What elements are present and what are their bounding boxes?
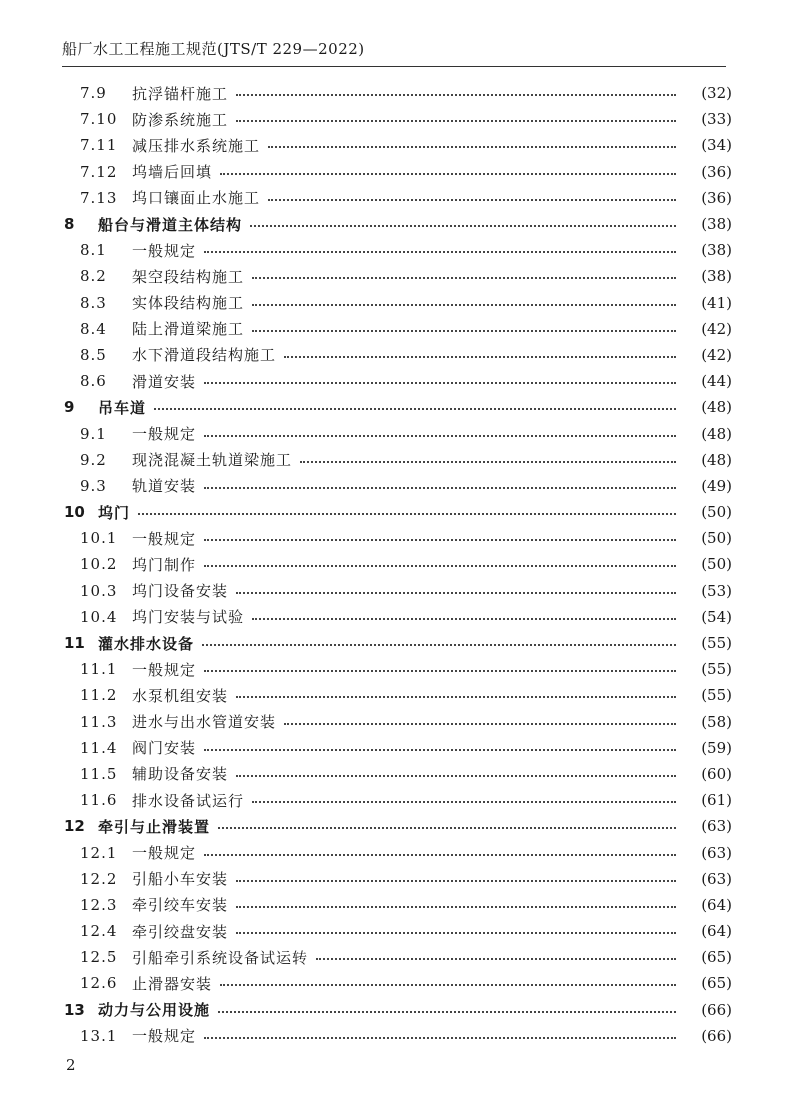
toc-entry-number: 12.4 [80, 922, 118, 941]
dot-leader [220, 173, 676, 175]
toc-entry-title: 牵引绞车安装 [132, 896, 229, 915]
toc-entry-title: 坞门设备安装 [132, 582, 229, 601]
toc-section-entry[interactable] [62, 132, 732, 158]
dot-leader [220, 984, 676, 986]
toc-entry-title: 排水设备试运行 [132, 791, 245, 810]
toc-entry-page: (44) [701, 372, 732, 391]
toc-entry-title: 一般规定 [132, 425, 197, 444]
dot-leader [154, 408, 676, 410]
toc-entry-page: (63) [701, 869, 732, 888]
toc-entry-number: 8.4 [80, 319, 107, 338]
toc-entry-page: (42) [701, 345, 732, 364]
toc-entry-title: 吊车道 [98, 398, 147, 417]
toc-entry-title: 一般规定 [132, 844, 197, 863]
toc-entry-title: 坞门 [98, 503, 131, 522]
dot-leader [138, 513, 676, 515]
toc-entry-number: 8.2 [80, 267, 107, 286]
toc-entry-page: (65) [701, 948, 732, 967]
dot-leader [252, 304, 676, 306]
dot-leader [284, 723, 676, 725]
toc-section-entry[interactable] [62, 787, 732, 813]
toc-entry-page: (41) [701, 293, 732, 312]
toc-section-entry[interactable] [62, 185, 732, 211]
toc-entry-page: (53) [701, 581, 732, 600]
toc-entry-number: 12 [64, 817, 85, 836]
dot-leader [284, 356, 676, 358]
dot-leader [204, 565, 676, 567]
toc-section-entry[interactable] [62, 420, 732, 446]
toc-entry-page: (50) [701, 529, 732, 548]
toc-section-entry[interactable] [62, 604, 732, 630]
toc-entry-page: (63) [701, 843, 732, 862]
toc-entry-number: 10.1 [80, 529, 118, 548]
toc-entry-title: 一般规定 [132, 660, 197, 679]
toc-entry-number: 11.5 [80, 764, 118, 783]
toc-entry-title: 滑道安装 [132, 372, 197, 391]
toc-entry-title: 引船小车安装 [132, 870, 229, 889]
toc-entry-title: 陆上滑道梁施工 [132, 320, 245, 339]
toc-entry-title: 坞门安装与试验 [132, 608, 245, 627]
toc-entry-number: 7.13 [80, 188, 118, 207]
toc-entry-number: 8.1 [80, 241, 107, 260]
toc-entry-title: 牵引与止滑装置 [98, 817, 211, 836]
toc-section-entry[interactable] [62, 159, 732, 185]
toc-entry-title: 阀门安装 [132, 739, 197, 758]
toc-entry-title: 架空段结构施工 [132, 267, 245, 286]
toc-entry-number: 7.12 [80, 162, 118, 181]
toc-entry-number: 12.1 [80, 843, 118, 862]
toc-entry-title: 引船牵引系统设备试运转 [132, 948, 309, 967]
toc-entry-page: (55) [701, 660, 732, 679]
toc-entry-page: (58) [701, 712, 732, 731]
toc-section-entry[interactable] [62, 1023, 732, 1049]
toc-entry-page: (32) [701, 84, 732, 103]
dot-leader [236, 932, 676, 934]
toc-entry-number: 9.3 [80, 476, 107, 495]
toc-chapter-entry[interactable] [62, 394, 732, 420]
toc-entry-title: 动力与公用设施 [98, 1001, 211, 1020]
toc-entry-title: 水泵机组安装 [132, 686, 229, 705]
dot-leader [204, 487, 676, 489]
toc-section-entry[interactable] [62, 551, 732, 577]
toc-entry-title: 灌水排水设备 [98, 634, 195, 653]
toc-entry-title: 轨道安装 [132, 477, 197, 496]
toc-section-entry[interactable] [62, 473, 732, 499]
toc-section-entry[interactable] [62, 839, 732, 865]
toc-entry-number: 12.2 [80, 869, 118, 888]
dot-leader [236, 94, 676, 96]
toc-section-entry[interactable] [62, 892, 732, 918]
running-header: 船厂水工工程施工规范(JTS/T 229—2022) [62, 40, 365, 58]
dot-leader [204, 251, 676, 253]
toc-entry-page: (36) [701, 188, 732, 207]
toc-entry-title: 坞门制作 [132, 555, 197, 574]
toc-entry-number: 11.4 [80, 738, 118, 757]
toc-entry-page: (64) [701, 895, 732, 914]
toc-section-entry[interactable] [62, 368, 732, 394]
toc-entry-number: 12.3 [80, 895, 118, 914]
dot-leader [204, 749, 676, 751]
toc-entry-page: (59) [701, 738, 732, 757]
toc-entry-title: 坞口镶面止水施工 [132, 189, 261, 208]
toc-entry-page: (50) [701, 503, 732, 522]
toc-entry-title: 牵引绞盘安装 [132, 922, 229, 941]
toc-entry-number: 12.6 [80, 974, 118, 993]
toc-entry-page: (42) [701, 319, 732, 338]
toc-entry-page: (66) [701, 1000, 732, 1019]
toc-section-entry[interactable] [62, 970, 732, 996]
toc-entry-number: 10 [64, 503, 85, 522]
toc-entry-number: 10.2 [80, 555, 118, 574]
toc-entry-title: 抗浮锚杆施工 [132, 84, 229, 103]
table-of-contents [62, 80, 732, 1049]
toc-chapter-entry[interactable] [62, 211, 732, 237]
dot-leader [236, 880, 676, 882]
toc-section-entry[interactable] [62, 735, 732, 761]
toc-section-entry[interactable] [62, 342, 732, 368]
toc-entry-page: (49) [701, 476, 732, 495]
toc-entry-page: (66) [701, 1026, 732, 1045]
toc-entry-page: (48) [701, 424, 732, 443]
toc-section-entry[interactable] [62, 578, 732, 604]
toc-entry-number: 12.5 [80, 948, 118, 967]
toc-entry-page: (60) [701, 764, 732, 783]
dot-leader [236, 906, 676, 908]
dot-leader [236, 696, 676, 698]
toc-section-entry[interactable] [62, 263, 732, 289]
toc-entry-number: 9 [64, 398, 75, 417]
toc-entry-title: 现浇混凝土轨道梁施工 [132, 451, 293, 470]
toc-entry-number: 9.2 [80, 450, 107, 469]
toc-section-entry[interactable] [62, 866, 732, 892]
toc-section-entry[interactable] [62, 237, 732, 263]
toc-entry-title: 止滑器安装 [132, 974, 213, 993]
toc-entry-title: 防渗系统施工 [132, 110, 229, 129]
toc-entry-page: (61) [701, 791, 732, 810]
toc-entry-number: 11.2 [80, 686, 118, 705]
dot-leader [252, 618, 676, 620]
toc-entry-page: (55) [701, 686, 732, 705]
toc-entry-number: 8 [64, 215, 75, 234]
toc-entry-title: 实体段结构施工 [132, 294, 245, 313]
toc-entry-page: (36) [701, 162, 732, 181]
toc-entry-page: (65) [701, 974, 732, 993]
toc-entry-title: 一般规定 [132, 241, 197, 260]
toc-section-entry[interactable] [62, 761, 732, 787]
toc-entry-title: 水下滑道段结构施工 [132, 346, 277, 365]
dot-leader [218, 827, 676, 829]
toc-chapter-entry[interactable] [62, 813, 732, 839]
toc-entry-number: 13.1 [80, 1026, 118, 1045]
toc-entry-title: 一般规定 [132, 1027, 197, 1046]
toc-section-entry[interactable] [62, 918, 732, 944]
toc-entry-number: 7.10 [80, 110, 118, 129]
toc-section-entry[interactable] [62, 656, 732, 682]
toc-section-entry[interactable] [62, 316, 732, 342]
toc-entry-number: 7.11 [80, 136, 118, 155]
toc-entry-page: (34) [701, 136, 732, 155]
dot-leader [202, 644, 676, 646]
dot-leader [236, 592, 676, 594]
toc-entry-number: 11 [64, 634, 85, 653]
dot-leader [204, 539, 676, 541]
toc-section-entry[interactable] [62, 944, 732, 970]
toc-entry-number: 11.1 [80, 660, 118, 679]
dot-leader [252, 801, 676, 803]
dot-leader [218, 1011, 676, 1013]
toc-entry-number: 11.6 [80, 791, 118, 810]
toc-entry-page: (38) [701, 267, 732, 286]
toc-entry-page: (38) [701, 215, 732, 234]
toc-entry-page: (54) [701, 607, 732, 626]
toc-entry-title: 坞墙后回填 [132, 163, 213, 182]
toc-entry-title: 一般规定 [132, 529, 197, 548]
header-divider [62, 66, 726, 67]
toc-entry-page: (33) [701, 110, 732, 129]
toc-chapter-entry[interactable] [62, 997, 732, 1023]
toc-section-entry[interactable] [62, 709, 732, 735]
toc-entry-page: (55) [701, 634, 732, 653]
dot-leader [204, 435, 676, 437]
dot-leader [204, 854, 676, 856]
toc-entry-number: 9.1 [80, 424, 107, 443]
toc-section-entry[interactable] [62, 106, 732, 132]
dot-leader [204, 382, 676, 384]
toc-entry-title: 辅助设备安装 [132, 765, 229, 784]
toc-entry-page: (50) [701, 555, 732, 574]
toc-entry-number: 8.6 [80, 372, 107, 391]
toc-chapter-entry[interactable] [62, 630, 732, 656]
toc-entry-title: 进水与出水管道安装 [132, 713, 277, 732]
toc-chapter-entry[interactable] [62, 499, 732, 525]
dot-leader [252, 330, 676, 332]
toc-section-entry[interactable] [62, 447, 732, 473]
dot-leader [300, 461, 676, 463]
dot-leader [252, 277, 676, 279]
toc-section-entry[interactable] [62, 290, 732, 316]
toc-entry-page: (63) [701, 817, 732, 836]
dot-leader [250, 225, 676, 227]
toc-entry-page: (48) [701, 450, 732, 469]
toc-entry-page: (48) [701, 398, 732, 417]
dot-leader [236, 775, 676, 777]
dot-leader [204, 1037, 676, 1039]
toc-entry-number: 11.3 [80, 712, 118, 731]
page-number: 2 [66, 1056, 76, 1074]
dot-leader [204, 670, 676, 672]
dot-leader [236, 120, 676, 122]
toc-entry-number: 8.3 [80, 293, 107, 312]
toc-entry-number: 8.5 [80, 345, 107, 364]
toc-entry-page: (38) [701, 241, 732, 260]
toc-entry-title: 减压排水系统施工 [132, 136, 261, 155]
toc-entry-number: 13 [64, 1000, 85, 1019]
dot-leader [268, 146, 676, 148]
toc-entry-number: 7.9 [80, 84, 107, 103]
toc-section-entry[interactable] [62, 80, 732, 106]
toc-entry-title: 船台与滑道主体结构 [98, 215, 243, 234]
toc-entry-number: 10.3 [80, 581, 118, 600]
toc-section-entry[interactable] [62, 682, 732, 708]
toc-section-entry[interactable] [62, 525, 732, 551]
dot-leader [316, 958, 676, 960]
dot-leader [268, 199, 676, 201]
toc-entry-number: 10.4 [80, 607, 118, 626]
toc-entry-page: (64) [701, 922, 732, 941]
